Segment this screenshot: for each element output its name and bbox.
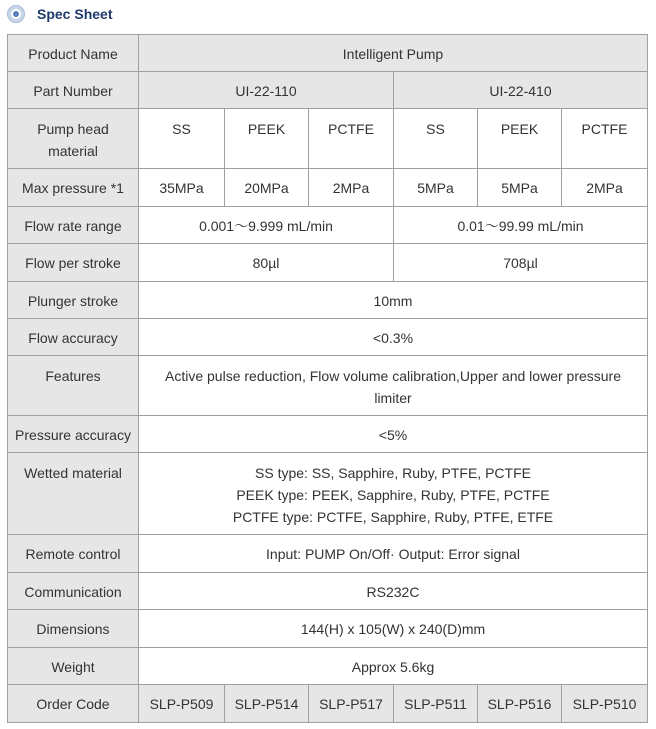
row-label: Remote control — [8, 535, 139, 573]
wetted-line: PCTFE type: PCTFE, Sapphire, Ruby, PTFE, ETFE — [232, 509, 554, 525]
spec-table — [7, 34, 648, 723]
pressure-cell: 2MPa — [562, 169, 648, 207]
row-label: Pressure accuracy — [8, 416, 139, 453]
pressure-accuracy-value: <5% — [139, 416, 648, 453]
row-product-name — [8, 35, 648, 72]
radio-circle-icon — [7, 5, 25, 23]
row-label: Features — [8, 356, 139, 416]
material-cell: SS — [139, 109, 225, 169]
row-label: Flow per stroke — [8, 244, 139, 282]
dimensions-value: 144(H) x 105(W) x 240(D)mm — [139, 610, 648, 648]
row-order-code — [8, 685, 648, 723]
row-label: Communication — [8, 573, 139, 610]
row-label: Max pressure *1 — [8, 169, 139, 207]
row-label: Order Code — [8, 685, 139, 723]
order-code-cell: SLP-P517 — [309, 685, 394, 723]
row-flow-rate-range — [8, 207, 648, 244]
features-value: Active pulse reduction, Flow volume calibration,Upper and lower pressure limiter — [139, 356, 648, 416]
row-label: Dimensions — [8, 610, 139, 648]
row-label: Flow rate range — [8, 207, 139, 244]
material-cell: SS — [394, 109, 478, 169]
part-number-value: UI-22-410 — [394, 72, 648, 109]
row-flow-per-stroke — [8, 244, 648, 282]
plunger-stroke-value: 10mm — [139, 282, 648, 319]
pressure-cell: 5MPa — [394, 169, 478, 207]
material-cell: PCTFE — [309, 109, 394, 169]
remote-control-value: Input: PUMP On/Off· Output: Error signal — [139, 535, 648, 573]
pressure-cell: 20MPa — [225, 169, 309, 207]
row-label: Flow accuracy — [8, 319, 139, 356]
weight-value: Approx 5.6kg — [139, 648, 648, 685]
row-label: Product Name — [8, 35, 139, 72]
row-label: Wetted material — [8, 453, 139, 535]
material-cell: PCTFE — [562, 109, 648, 169]
flow-per-stroke-cell: 708µl — [394, 244, 648, 282]
row-label: Pump head material — [8, 109, 139, 169]
order-code-cell: SLP-P510 — [562, 685, 648, 723]
flow-rate-cell: 0.01～99.99 mL/min — [394, 207, 648, 244]
pressure-cell: 5MPa — [478, 169, 562, 207]
row-label: Part Number — [8, 72, 139, 109]
order-code-cell: SLP-P514 — [225, 685, 309, 723]
row-remote-control — [8, 535, 648, 573]
product-name-value: Intelligent Pump — [139, 35, 648, 72]
section-header — [7, 3, 112, 25]
row-weight — [8, 648, 648, 685]
flow-rate-cell: 0.001～9.999 mL/min — [139, 207, 394, 244]
row-part-number — [8, 72, 648, 109]
material-cell: PEEK — [478, 109, 562, 169]
row-label: Plunger stroke — [8, 282, 139, 319]
wetted-line: SS type: SS, Sapphire, Ruby, PTFE, PCTFE — [255, 465, 531, 481]
part-number-value: UI-22-110 — [139, 72, 394, 109]
row-features — [8, 356, 648, 416]
pressure-cell: 2MPa — [309, 169, 394, 207]
row-max-pressure — [8, 169, 648, 207]
row-wetted-material — [8, 453, 648, 535]
row-pump-head-material — [8, 109, 648, 169]
order-code-cell: SLP-P509 — [139, 685, 225, 723]
section-title: Spec Sheet — [37, 6, 113, 22]
wetted-material-value — [139, 453, 648, 535]
order-code-cell: SLP-P511 — [394, 685, 478, 723]
flow-accuracy-value: <0.3% — [139, 319, 648, 356]
row-flow-accuracy — [8, 319, 648, 356]
communication-value: RS232C — [139, 573, 648, 610]
row-dimensions — [8, 610, 648, 648]
wetted-line: PEEK type: PEEK, Sapphire, Ruby, PTFE, PCTFE — [236, 487, 550, 503]
flow-per-stroke-cell: 80µl — [139, 244, 394, 282]
row-pressure-accuracy — [8, 416, 648, 453]
row-plunger-stroke — [8, 282, 648, 319]
material-cell: PEEK — [225, 109, 309, 169]
row-communication — [8, 573, 648, 610]
row-label: Weight — [8, 648, 139, 685]
pressure-cell: 35MPa — [139, 169, 225, 207]
order-code-cell: SLP-P516 — [478, 685, 562, 723]
